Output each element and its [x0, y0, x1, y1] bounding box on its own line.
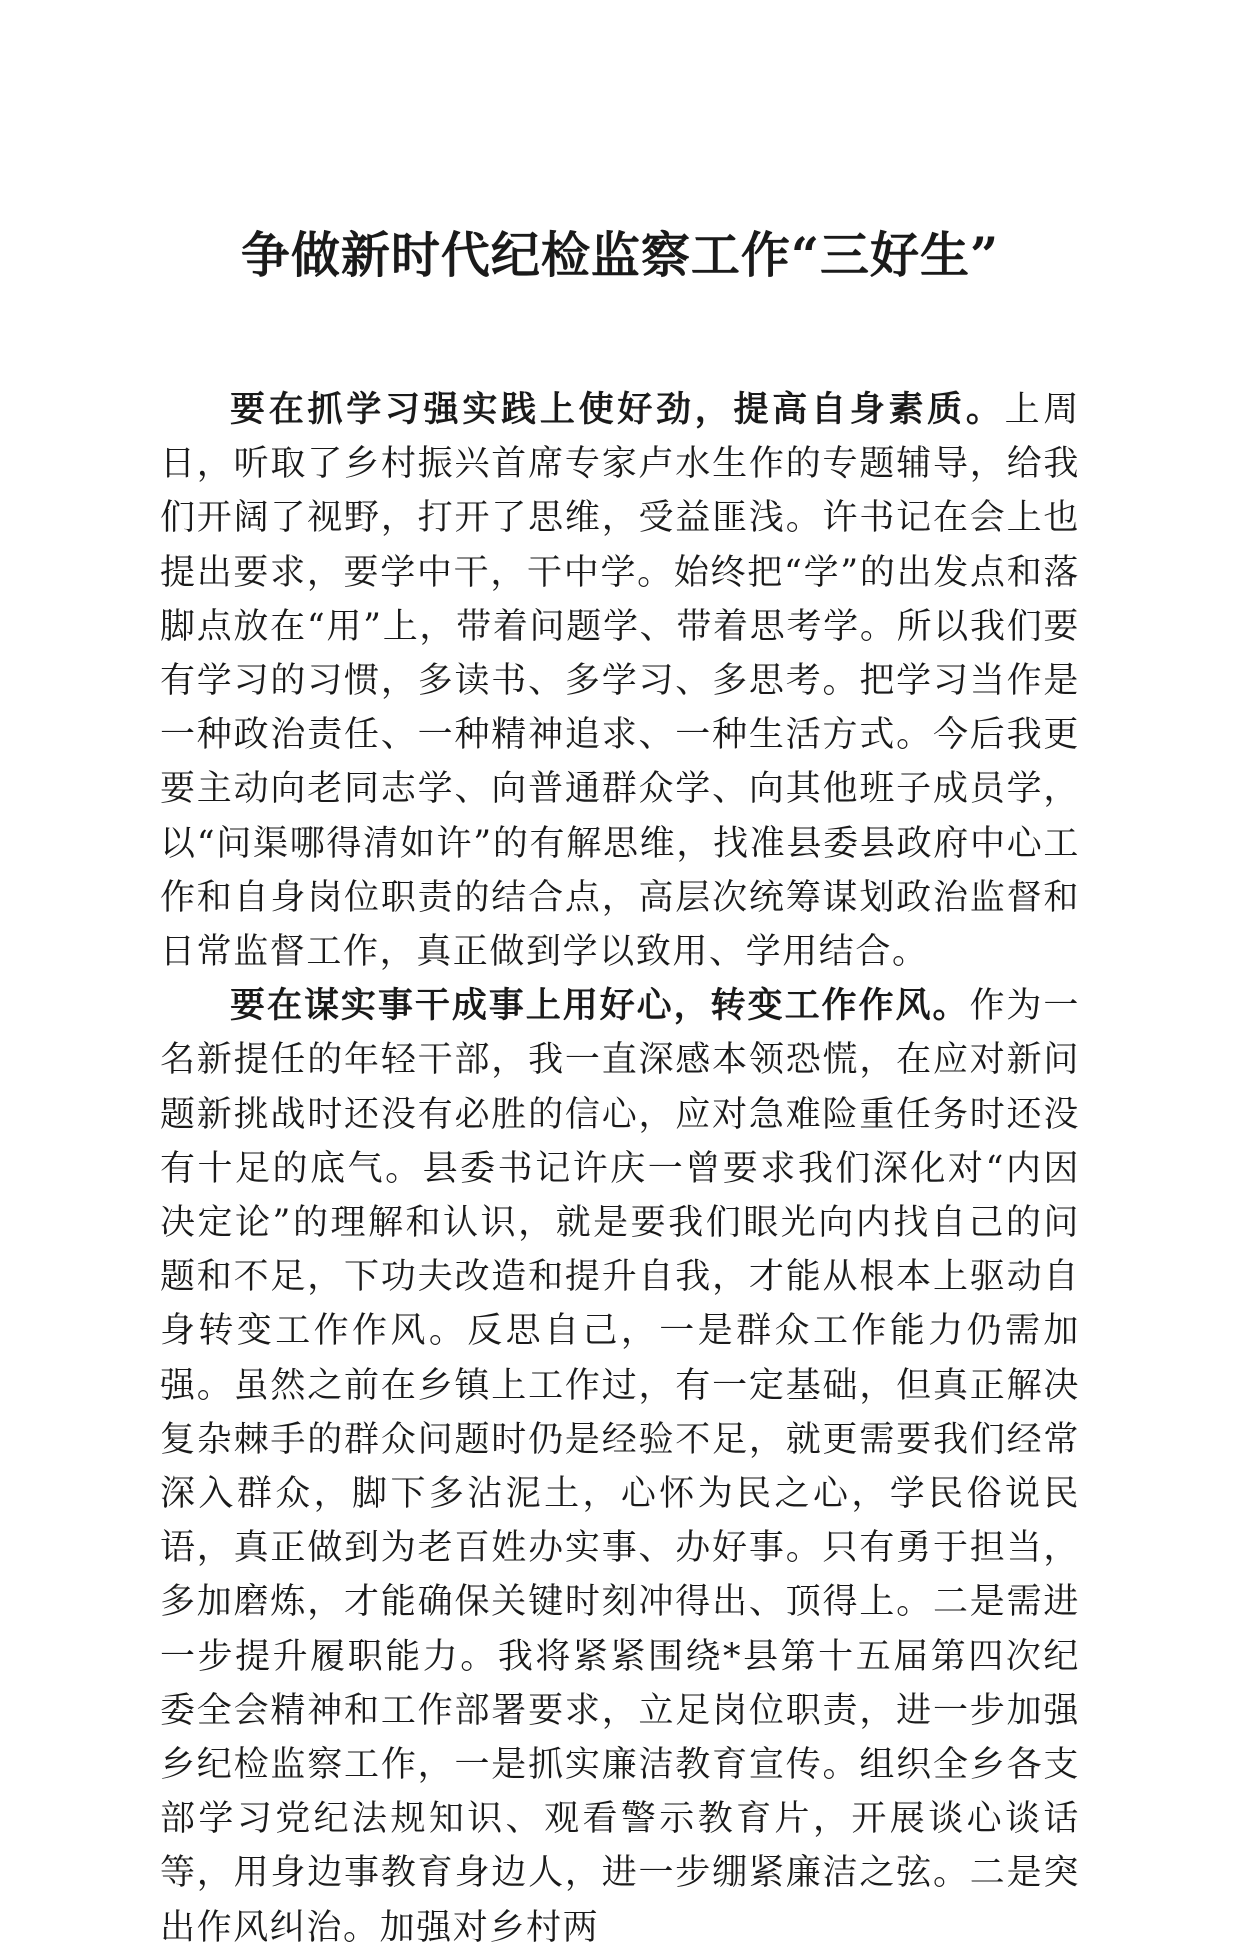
paragraph-2-text: 作为一名新提任的年轻干部，我一直深感本领恐慌，在应对新问题新挑战时还没有必胜的信心，应对急难险重任务时还没有十足的底气。县委书记许庆一曾要求我们深化对“内因决定论”的理解和认识，就是要我们眼光向内找自己的问题和不足，下功夫改造和提升自我，才能从根本上驱动自身转变工作作风。反思自己，一是群众工作能力仍需加强。虽然之前在乡镇上工作过，有一定基础，但真正解决复杂棘手的群众问题时仍是经验不足，就更需要我们经常深入群众，脚下多沾泥土，心怀为民之心，学民俗说民语，真正做到为老百姓办实事、办好事。只有勇于担当，多加磨炼，才能确保关键时刻冲得出、顶得上。二是需进一步提升履职能力。我将紧紧围绕*县第十五届第四次纪委全会精神和工作部署要求，立足岗位职责，进一步加强乡纪检监察工作，一是抓实廉洁教育宣传。组织全乡各支部学习党纪法规知识、观看警示教育片，开展谈心谈话等，用身边事教育身边人，进一步绷紧廉洁之弦。二是突出作风纠治。加强对乡村两	[160, 986, 1080, 1948]
document-body	[160, 383, 1080, 1955]
paragraph-1-text: 上周日，听取了乡村振兴首席专家卢水生作的专题辅导，给我们开阔了视野，打开了思维，受益匪浅。许书记在会上也提出要求，要学中干，干中学。始终把“学”的出发点和落脚点放在“用”上，带着问题学、带着思考学。所以我们要有学习的习惯，多读书、多学习、多思考。把学习当作是一种政治责任、一种精神追求、一种生活方式。今后我更要主动向老同志学、向普通群众学、向其他班子成员学，以“问渠哪得清如许”的有解思维，找准县委县政府中心工作和自身岗位职责的结合点，高层次统筹谋划政治监督和日常监督工作，真正做到学以致用、学用结合。	[160, 390, 1080, 973]
paragraph-2-lead: 要在谋实事干成事上用好心，转变工作作风。	[230, 986, 970, 1027]
paragraph-2	[160, 979, 1080, 1955]
paragraph-1-lead: 要在抓学习强实践上使好劲，提高自身素质。	[230, 390, 1005, 430]
document-title: 争做新时代纪检监察工作“三好生”	[240, 226, 1000, 284]
paragraph-1	[160, 383, 1080, 979]
